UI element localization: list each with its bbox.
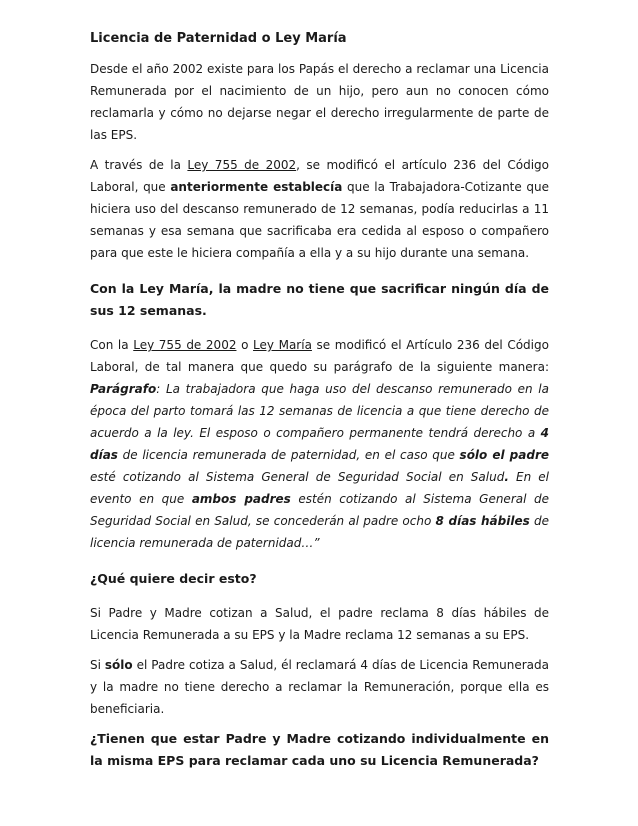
- paragraph-answer-both: Si Padre y Madre cotizan a Salud, el padre reclama 8 días hábiles de Licencia Remunerada a su EPS y la Madre reclama 12 semanas a su EPS.: [90, 606, 549, 642]
- ley-755-link[interactable]: Ley 755 de 2002: [133, 338, 237, 352]
- bold-italic-text: ambos padres: [191, 492, 291, 506]
- italic-text: En el evento en que: [90, 470, 549, 506]
- text: que la Trabajadora-Cotizante que hiciera uso del descanso remunerado de 12 semanas, podía reducirlas a 11 semanas y esa semana que sacrificaba era cedida al esposo o compañero para que este le hiciera compañía a ella y a su hijo durante una semana.: [90, 180, 550, 260]
- bold-italic-text: 4 días: [90, 426, 549, 462]
- italic-text: : La trabajadora que haga uso del descanso remunerado en la época del parto tomará las 12 semanas de licencia a que tiene derecho de acuerdo a la ley. El esposo o compañero permanente tendrá derecho a: [90, 382, 549, 440]
- paragraph-history: [90, 154, 549, 264]
- question-heading-1: ¿Qué quiere decir esto?: [90, 571, 257, 586]
- text: o: [236, 338, 254, 352]
- text: Con la: [90, 338, 134, 352]
- italic-text: estén cotizando al Sistema General de Seguridad Social en Salud, se concederán al padre ocho: [90, 492, 550, 528]
- italic-text: de licencia remunerada de paternidad…”: [90, 514, 549, 550]
- paragraph-answer-father-only: [90, 654, 549, 720]
- text: se modificó el Artículo 236 del Código Laboral, de tal manera que quedo su parágrafo de la siguiente manera:: [90, 338, 549, 374]
- bold-italic-text: sólo el padre: [459, 448, 550, 462]
- question-heading-2: ¿Tienen que estar Padre y Madre cotizando individualmente en la misma EPS para reclamar cada uno su Licencia Remunerada?: [90, 731, 549, 768]
- paragraph-paragrafo: [90, 334, 549, 554]
- bold-text: sólo: [104, 658, 133, 672]
- paragraph-intro: Desde el año 2002 existe para los Papás el derecho a reclamar una Licencia Remunerada por el nacimiento de un hijo, pero aun no conocen cómo reclamarla y cómo no dejarse negar el derecho irregularmente de parte de las EPS.: [90, 62, 549, 142]
- paragrafo-label: Parágrafo: [90, 382, 157, 396]
- bold-italic-text: .: [504, 470, 509, 484]
- document-title: Licencia de Paternidad o Ley María: [90, 31, 347, 46]
- text: , se modificó el artículo 236 del Código Laboral, que: [90, 158, 549, 194]
- paragraph-ley-maria-highlight: Con la Ley María, la madre no tiene que sacrificar ningún día de sus 12 semanas.: [90, 281, 549, 318]
- italic-text: esté cotizando al Sistema General de Seguridad Social en Salud: [90, 470, 505, 484]
- text: el Padre cotiza a Salud, él reclamará 4 días de Licencia Remunerada y la madre no tiene derecho a reclamar la Remuneración, porque ella es beneficiaria.: [90, 658, 549, 716]
- ley-maria-link[interactable]: Ley María: [253, 338, 312, 352]
- bold-text: anteriormente establecía: [170, 180, 343, 194]
- text: Si: [90, 658, 105, 672]
- italic-text: de licencia remunerada de paternidad, en el caso que: [117, 448, 460, 462]
- bold-italic-text: 8 días hábiles: [435, 514, 530, 528]
- document-page: [90, 28, 549, 780]
- text: A través de la: [90, 158, 188, 172]
- ley-755-link[interactable]: Ley 755 de 2002: [187, 158, 297, 172]
